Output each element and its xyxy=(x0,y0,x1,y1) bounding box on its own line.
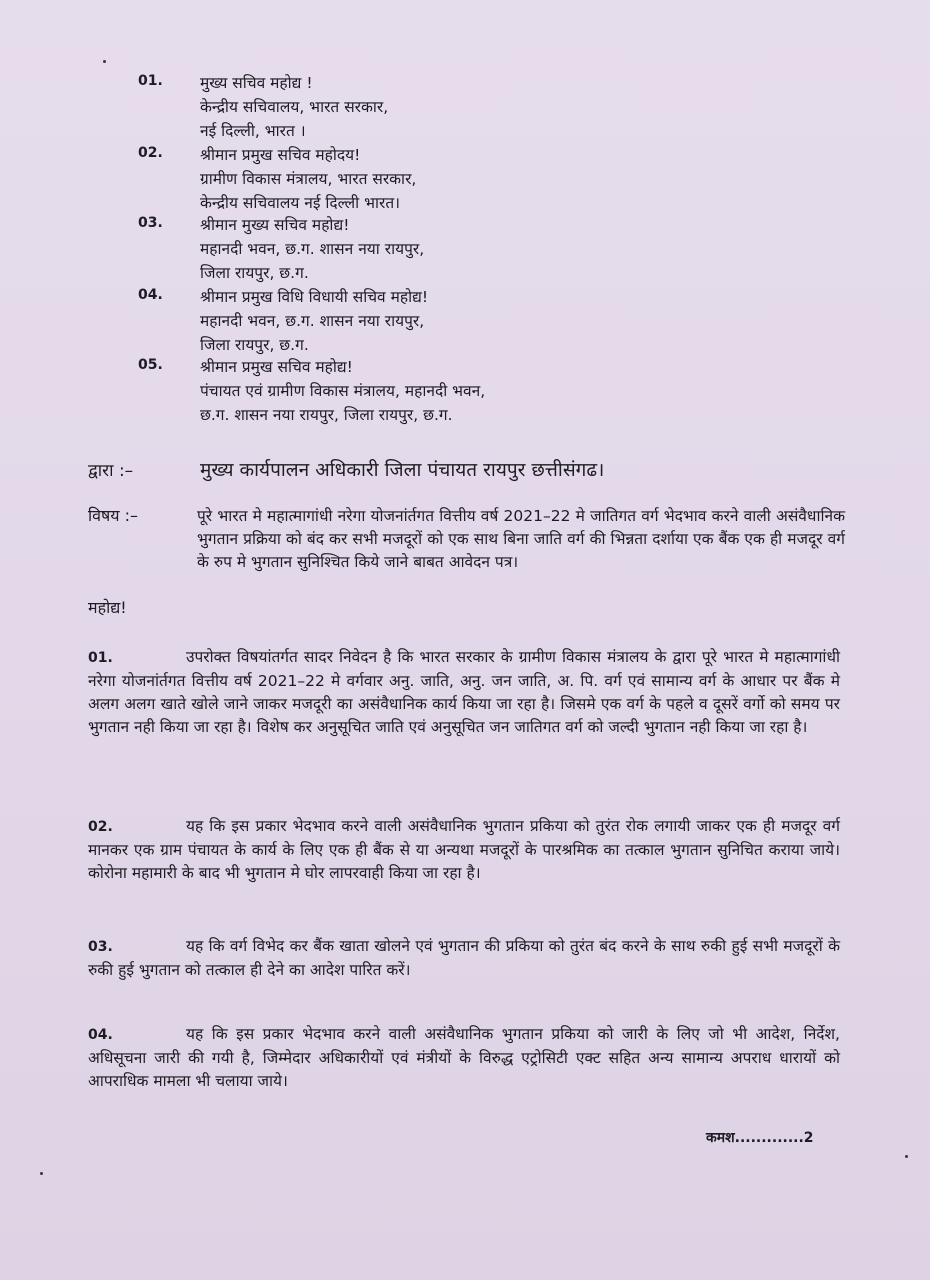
paragraph-text: यह कि वर्ग विभेद कर बैंक खाता खोलने एवं भुगतान की प्रकिया को तुरंत बंद करने के साथ रुकी हुई सभी मजदूरों के रुकी हुई भुगतान को तत्काल ही देने का आदेश पारित करें। xyxy=(88,937,840,979)
addressee-line: श्रीमान प्रमुख सचिव महोदय! xyxy=(200,146,361,164)
addressee-number: 05. xyxy=(138,357,163,373)
addressee-line: केन्द्रीय सचिवालय, भारत सरकार, xyxy=(200,98,389,116)
paragraph-text: यह कि इस प्रकार भेदभाव करने वाली असंवैधानिक भुगतान प्रकिया को तुरंत रोक लगायी जाकर एक ही मजदूर वर्ग मानकर एक ग्राम पंचायत के कार्य के लिए एक ही बैंक से या अन्यथा मजदूरों के पारश्रमिक का तत्काल भुगतान सुनिचित कराया जाये। कोरोना महामारी के बाद भी भुगतान मे घोर लापरवाही किया जा रहा है। xyxy=(88,817,840,882)
addressee-number: 01. xyxy=(138,73,163,89)
addressee-line: छ.ग. शासन नया रायपुर, जिला रायपुर, छ.ग. xyxy=(200,406,453,424)
paragraph-number: 03. xyxy=(88,939,113,955)
body-paragraph xyxy=(88,646,840,739)
subject-text: पूरे भारत मे महात्मागांधी नरेगा योजनांर्तगत वित्तीय वर्ष 2021–22 मे जातिगत वर्ग भेदभाव करने वाली असंवैधानिक भुगतान प्रक्रिया को बंद कर सभी मजदूरों को एक साथ बिना जाति वर्ग की भिन्नता दर्शाया एक बैंक एक ही मजदूर वर्ग के रुप मे भुगतान सुनिश्चित किये जाने बाबत आवेदन पत्र। xyxy=(197,507,845,571)
body-paragraph xyxy=(88,935,840,982)
addressee-line: जिला रायपुर, छ.ग. xyxy=(200,264,309,282)
addressee-line: जिला रायपुर, छ.ग. xyxy=(200,336,309,354)
addressee-lines xyxy=(200,213,424,285)
salutation: महोद्य! xyxy=(88,598,127,617)
subject-label: विषय :– xyxy=(88,506,139,525)
paragraph-number: 02. xyxy=(88,819,113,835)
addressee-line: पंचायत एवं ग्रामीण विकास मंत्रालय, महानदी भवन, xyxy=(200,382,486,400)
addressee-number: 03. xyxy=(138,215,163,231)
via-label: द्वारा :– xyxy=(88,461,134,481)
addressee-line: केन्द्रीय सचिवालय नई दिल्ली भारत। xyxy=(200,194,401,212)
addressee-lines xyxy=(200,71,388,143)
paragraph-number: 04. xyxy=(88,1027,113,1043)
via-recipient: मुख्य कार्यपालन अधिकारी जिला पंचायत रायपुर छत्तीसंगढ। xyxy=(200,459,605,481)
addressee-lines xyxy=(200,285,428,357)
body-paragraph xyxy=(88,815,840,885)
addressee-number: 02. xyxy=(138,145,163,161)
addressee-line: श्रीमान प्रमुख विधि विधायी सचिव महोद्य! xyxy=(200,288,429,306)
addressee-lines xyxy=(200,355,485,427)
continued-page-marker: कमश.............2 xyxy=(706,1130,814,1146)
ink-speck xyxy=(905,1155,908,1158)
addressee-line: मुख्य सचिव महोद्य ! xyxy=(200,74,313,92)
ink-speck xyxy=(103,60,106,63)
addressee-lines xyxy=(200,143,416,215)
addressee-line: महानदी भवन, छ.ग. शासन नया रायपुर, xyxy=(200,240,425,258)
addressee-line: श्रीमान प्रमुख सचिव महोद्य! xyxy=(200,358,353,376)
addressee-line: ग्रामीण विकास मंत्रालय, भारत सरकार, xyxy=(200,170,417,188)
addressee-line: श्रीमान मुख्य सचिव महोद्य! xyxy=(200,216,350,234)
addressee-line: महानदी भवन, छ.ग. शासन नया रायपुर, xyxy=(200,312,425,330)
addressee-line: नई दिल्ली, भारत । xyxy=(200,122,306,140)
paragraph-text: उपरोक्त विषयांतर्गत सादर निवेदन है कि भारत सरकार के ग्रामीण विकास मंत्रालय के द्वारा पूरे भारत मे महात्मागांधी नरेगा योजनांर्तगत वित्तीय वर्ष 2021–22 मे वर्गवार अनु. जाति, अनु. जन जाति, अ. पि. वर्ग एवं सामान्य वर्ग के आधार पर बैंक मे अलग अलग खाते खोले जाने जाकर मजदूरी का असंवैधानिक कार्य किया जा रहा है। जिसमे एक वर्ग के पहले व दूसरें वर्गो को समय पर भुगतान नही किया जा रहा है। विशेष कर अनुसूचित जाति एवं अनुसूचित जन जातिगत वर्ग को जल्दी भुगतान नही किया जा रहा है। xyxy=(88,648,840,736)
body-paragraph xyxy=(88,1023,840,1093)
addressee-number: 04. xyxy=(138,287,163,303)
paragraph-text: यह कि इस प्रकार भेदभाव करने वाली असंवैधानिक भुगतान प्रकिया को जारी के लिए जो भी आदेश, निर्देश, अधिसूचना जारी की गयी है, जिम्मेदार अधिकारीयों एवं मंत्रीयों के विरुद्ध एट्रोसिटी एक्ट सहित अन्य सामान्य अपराध धारायों को आपराधिक मामला भी चलाया जाये। xyxy=(88,1025,840,1090)
paragraph-number: 01. xyxy=(88,650,113,666)
ink-speck xyxy=(40,1172,43,1175)
